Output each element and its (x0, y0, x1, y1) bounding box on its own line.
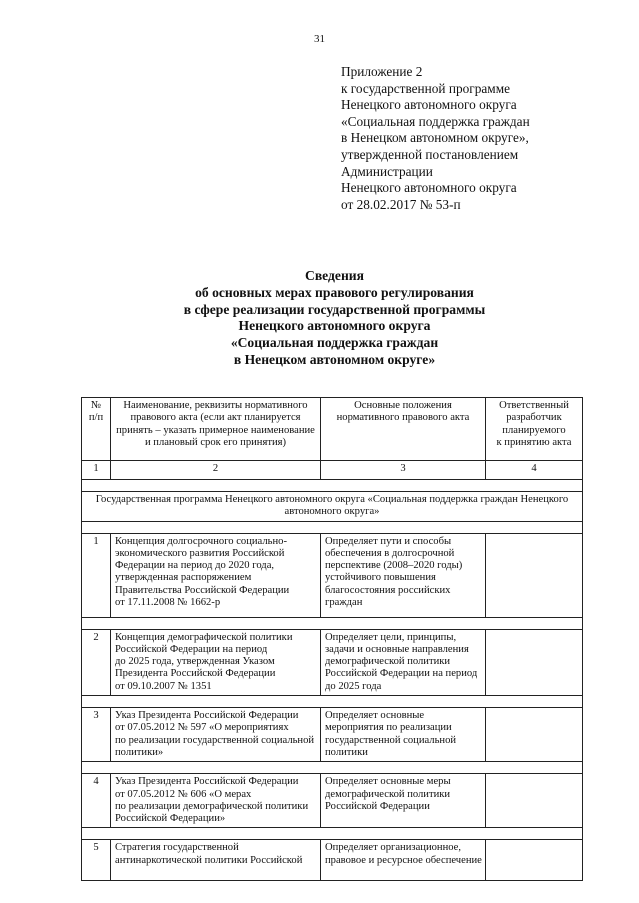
spacer-row (82, 521, 583, 533)
column-number-row (82, 461, 583, 480)
column-number: 3 (321, 461, 486, 480)
row-number: 3 (82, 708, 111, 762)
appendix-line: утвержденной постановлением (341, 146, 519, 162)
table-row (82, 629, 583, 695)
header-cell-provisions: Основные положения нормативного правового акта (321, 398, 486, 461)
legal-measures-table (81, 397, 583, 881)
developer-cell (486, 629, 583, 695)
heading-line: Ненецкого автономного округа (238, 318, 431, 334)
appendix-line: от 28.02.2017 № 53-п (341, 196, 461, 212)
spacer-row (82, 480, 583, 492)
row-number: 2 (82, 629, 111, 695)
spacer-row (82, 762, 583, 774)
heading-line: «Социальная поддержка граждан (230, 335, 439, 351)
table-row (82, 533, 583, 617)
act-name-cell: Концепция долгосрочного социально- экономического развития Российской Федерации на период до 2020 года, утвержденная распоряжением Правительства Российской Федерации от 17.11.2008 № 1662-р (111, 533, 321, 617)
provisions-cell: Определяет основные меры демографической политики Российской Федерации (321, 774, 486, 828)
heading-line: в Ненецком автономном округе» (233, 351, 436, 367)
row-number: 5 (82, 840, 111, 881)
table-row (82, 774, 583, 828)
table-header-row (82, 398, 583, 461)
column-number: 1 (82, 461, 111, 480)
provisions-cell: Определяет цели, принципы, задачи и основные направления демографической политики Российской Федерации на период до 2025 года (321, 629, 486, 695)
appendix-line: Приложение 2 (341, 64, 423, 79)
row-number: 4 (82, 774, 111, 828)
heading-line: об основных мерах правового регулирования (195, 284, 474, 300)
spacer-row (82, 617, 583, 629)
provisions-cell: Определяет основные мероприятия по реализации государственной социальной политики (321, 708, 486, 762)
appendix-line: в Ненецком автономном округе», (341, 130, 529, 146)
developer-cell (486, 774, 583, 828)
table-row (82, 840, 583, 881)
developer-cell (486, 708, 583, 762)
section-title: Государственная программа Ненецкого автономного округа «Социальная поддержка граждан Ненецкого автономного округа» (82, 492, 583, 522)
table-row (82, 708, 583, 762)
act-name-cell: Стратегия государственной антинаркотической политики Российской (111, 840, 321, 881)
row-number: 1 (82, 533, 111, 617)
act-name-cell: Указ Президента Российской Федерации от 07.05.2012 № 606 «О мерах по реализации демографической политики Российской Федерации» (111, 774, 321, 828)
appendix-line: «Социальная поддержка граждан (341, 113, 530, 129)
column-number: 4 (486, 461, 583, 480)
act-name-cell: Указ Президента Российской Федерации от 07.05.2012 № 597 «О мероприятиях по реализации государственной социальной политики» (111, 708, 321, 762)
act-name-cell: Концепция демографической политики Российской Федерации на период до 2025 года, утвержденная Указом Президента Российской Федерации от 09.10.2007 № 1351 (111, 629, 321, 695)
spacer-row (82, 696, 583, 708)
header-cell-number: № п/п (82, 398, 111, 461)
spacer-row (82, 828, 583, 840)
developer-cell (486, 840, 583, 881)
section-title-row (82, 492, 583, 522)
heading-line: в сфере реализации государственной программы (183, 301, 486, 317)
appendix-block (341, 64, 631, 213)
heading-line: Сведения (305, 268, 364, 283)
developer-cell (486, 533, 583, 617)
appendix-line: Ненецкого автономного округа (341, 97, 517, 113)
header-cell-act-name: Наименование, реквизиты нормативного правового акта (если акт планируется принять – указать примерное наименование и плановый срок его принятия) (111, 398, 321, 461)
column-number: 2 (111, 461, 321, 480)
appendix-line: к государственной программе (341, 80, 511, 96)
appendix-line: Ненецкого автономного округа (341, 180, 517, 196)
provisions-cell: Определяет пути и способы обеспечения в долгосрочной перспективе (2008–2020 годы) устойчивого повышения благосостояния российских граждан (321, 533, 486, 617)
header-cell-developer: Ответственный разработчик планируемого к принятию акта (486, 398, 583, 461)
document-heading (60, 268, 609, 369)
appendix-line: Администрации (341, 163, 433, 179)
provisions-cell: Определяет организационное, правовое и ресурсное обеспечение (321, 840, 486, 881)
page-number: 31 (314, 33, 325, 45)
